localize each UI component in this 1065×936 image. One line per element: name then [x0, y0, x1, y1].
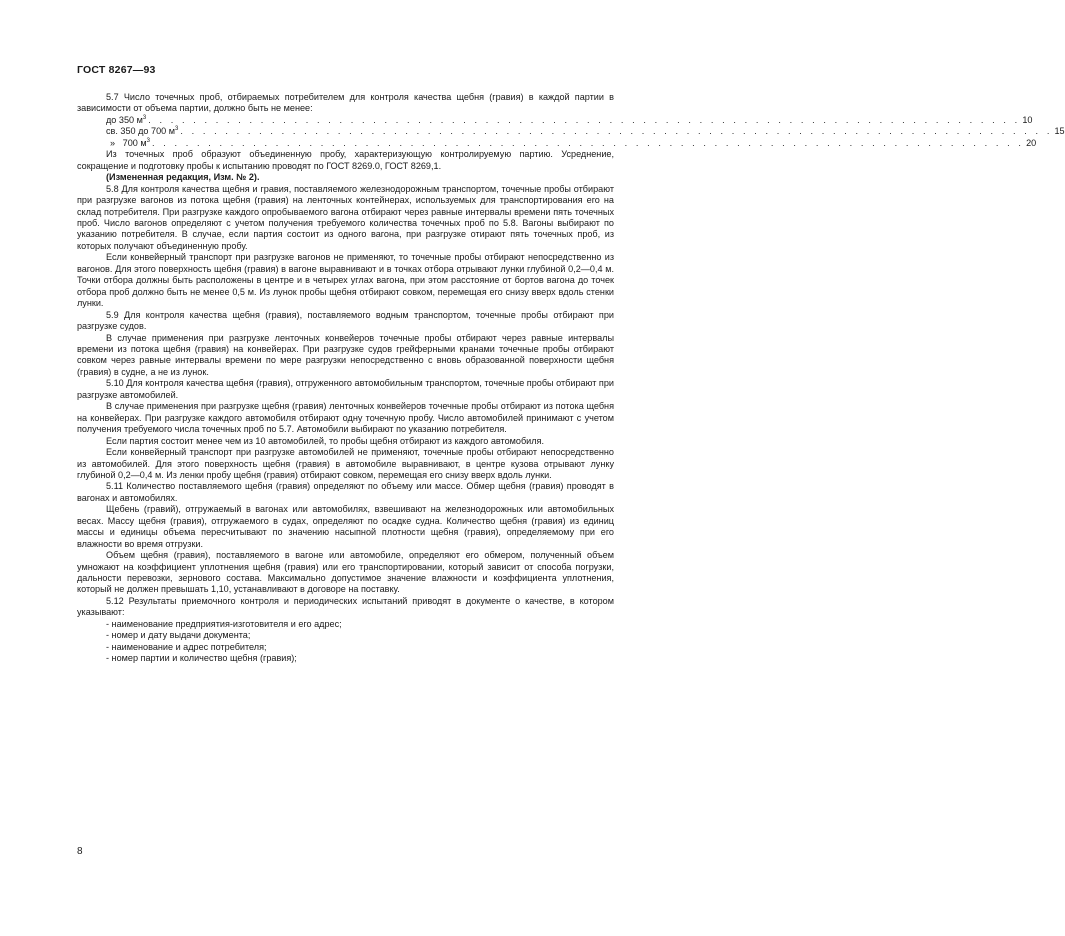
volume-row-value: 10	[1022, 114, 1033, 125]
volume-row	[77, 126, 1065, 137]
list-item: - наименование и адрес потребителя;	[106, 641, 267, 652]
dot-leader: . . . . . . . . . . . . . . . . . . . . . . . . . . . . . . . . . . . . . . . . . . . . . . . . . . . . . . . . . . . . . . . . . . . . . . . . . . . . . .	[151, 137, 1025, 148]
volume-row-label: св. 350 до 700 м	[106, 126, 175, 137]
volume-row-unit: 3	[146, 137, 150, 144]
section-5-9-p2: В случае применения при разгрузке ленточных конвейеров точечные пробы отбирают через равные интервалы времени из потока щебня (гравия) на конвейерах. При разгрузке судов грейферными кранами точечные пробы отбирают совком через равные интервалы времени по мере разгрузки непосредственно с вновь образованной поверхности щебня (гравия) в судне, а не из лунок.	[77, 332, 614, 377]
section-5-7-intro: 5.7 Число точечных проб, отбираемых потребителем для контроля качества щебня (гравия) в каждой партии в зависимости от объема партии, должно быть не менее:	[77, 92, 614, 114]
section-5-12-intro: 5.12 Результаты приемочного контроля и периодических испытаний приводят в документе о качестве, в котором указывают:	[77, 595, 614, 618]
section-5-11-p1: 5.11 Количество поставляемого щебня (гравия) определяют по объему или массе. Обмер щебня (гравия) проводят в вагонах и автомобилях.	[77, 481, 614, 503]
volume-row-unit: 3	[174, 126, 179, 133]
document-code-header: ГОСТ 8267—93	[77, 64, 156, 76]
volume-row-label: » 700 м	[110, 137, 147, 148]
document-body	[77, 92, 1065, 665]
section-5-8-p2: Если конвейерный транспорт при разгрузке вагонов не применяют, то точечные пробы отбирают непосредственно из вагонов. Для этого поверхность щебня (гравия) в вагоне выравнивают и в точках отбора отрывают лунки глубиной 0,2—0,4 м. Точки отбора должны быть расположены в центре и в четырех углах вагона, при этом расстояние от бортов вагона до точек отбора проб должно быть не менее 0,5 м. Из лунок пробы щебня отбирают совком, перемещая его снизу вверх вдоль стенки лунки.	[77, 252, 614, 309]
section-5-10-p2: В случае применения при разгрузке щебня (гравия) ленточных конвейеров точечные пробы отбирают из потока щебня на конвейерах. При разгрузке каждого автомобиля отбирают одну точечную пробу. Число автомобилей принимают с учетом получения требуемого числа точечных проб по 5.7. Автомобили выбирают по указанию потребителя.	[77, 401, 614, 435]
volume-row	[77, 137, 1037, 149]
section-5-10-p4: Если конвейерный транспорт при разгрузке автомобилей не применяют, точечные пробы отбирают непосредственно из автомобилей. Для этого поверхность щебня (гравия) в автомобиле выравнивают, в центре кузова отрывают лунку глубиной 0,2—0,4 м. Из ленки пробу щебня (гравия) отбирают совком, перемещая его снизу вверх вдоль лунки.	[77, 447, 614, 480]
dot-leader: . . . . . . . . . . . . . . . . . . . . . . . . . . . . . . . . . . . . . . . . . . . . . . . . . . . . . . . . . . . . . . . . . . . . . . . . . . . . . .	[148, 114, 1021, 125]
section-5-11-p2: Щебень (гравий), отгружаемый в вагонах или автомобилях, взвешивают на железнодорожных или автомобильных весах. Массу щебня (гравия), отгружаемого в судах, определяют по осадке судна. Количество щебня (гравия) из единиц массы и единицы объема пересчитывают по значению насыпной плотности щебня (гравия), определяемому при его влажности во время отгрузки.	[77, 504, 614, 549]
section-5-9-p1: 5.9 Для контроля качества щебня (гравия), поставляемого водным транспортом, точечные пробы отбирают при разгрузке судов.	[77, 309, 614, 332]
amendment-note: (Измененная редакция, Изм. № 2).	[106, 172, 260, 183]
list-item: - наименование предприятия-изготовителя и его адрес;	[106, 618, 342, 629]
section-5-11-p3: Объем щебня (гравия), поставляемого в вагоне или автомобиле, определяют его обмером, полученный объем умножают на коэффициент уплотнения щебня (гравия) или его транспортировании, который зависит от способа погрузки, дальности перевозки, зернового состава. Максимально допустимое значение влажности и коэффициента уплотнения, который не должен превышать 1,10, устанавливают в договоре на поставку.	[77, 550, 614, 595]
section-5-10-p1: 5.10 Для контроля качества щебня (гравия), отгруженного автомобильным транспортом, точечные пробы отбирают при разгрузке автомобилей.	[77, 378, 614, 400]
volume-row-value: 20	[1026, 137, 1037, 148]
volume-row	[77, 114, 1033, 126]
list-item: - номер партии и количество щебня (гравия);	[106, 653, 297, 664]
volume-row-value: 15	[1054, 126, 1065, 137]
section-5-8-p1: 5.8 Для контроля качества щебня и гравия, поставляемого железнодорожным транспортом, точечные пробы отбирают при разгрузке вагонов из потока щебня (гравия) на ленточных контейнерах, используемых для транспортирования его на склад потребителя. При разгрузке каждого опробываемого вагона отбирают через равные интервалы времени пять точечных проб. Число вагонов определяют с учетом получения требуемого количества точечных проб по 5.8. Вагоны выбирают по указанию потребителя. В случае, если партия состоит из одного вагона, при разгрузке отирают пять точечных проб, из которых получают объединенную пробу.	[77, 183, 614, 251]
volume-row-label: до 350 м	[106, 114, 143, 125]
page-number: 8	[77, 846, 83, 857]
combined-sample-text: Из точечных проб образуют объединенную пробу, характеризующую контролируемую партию. Усреднение, сокращение и подготовку пробы к испытанию проводят по ГОСТ 8269.0, ГОСТ 8269,1.	[77, 149, 614, 171]
dot-leader: . . . . . . . . . . . . . . . . . . . . . . . . . . . . . . . . . . . . . . . . . . . . . . . . . . . . . . . . . . . . . . . . . . . . . . . . . . . . . .	[180, 126, 1053, 137]
list-item: - номер и дату выдачи документа;	[106, 630, 251, 641]
volume-row-unit: 3	[142, 114, 147, 121]
section-5-10-p3: Если партия состоит менее чем из 10 автомобилей, то пробы щебня отбирают из каждого автомобиля.	[106, 435, 545, 446]
